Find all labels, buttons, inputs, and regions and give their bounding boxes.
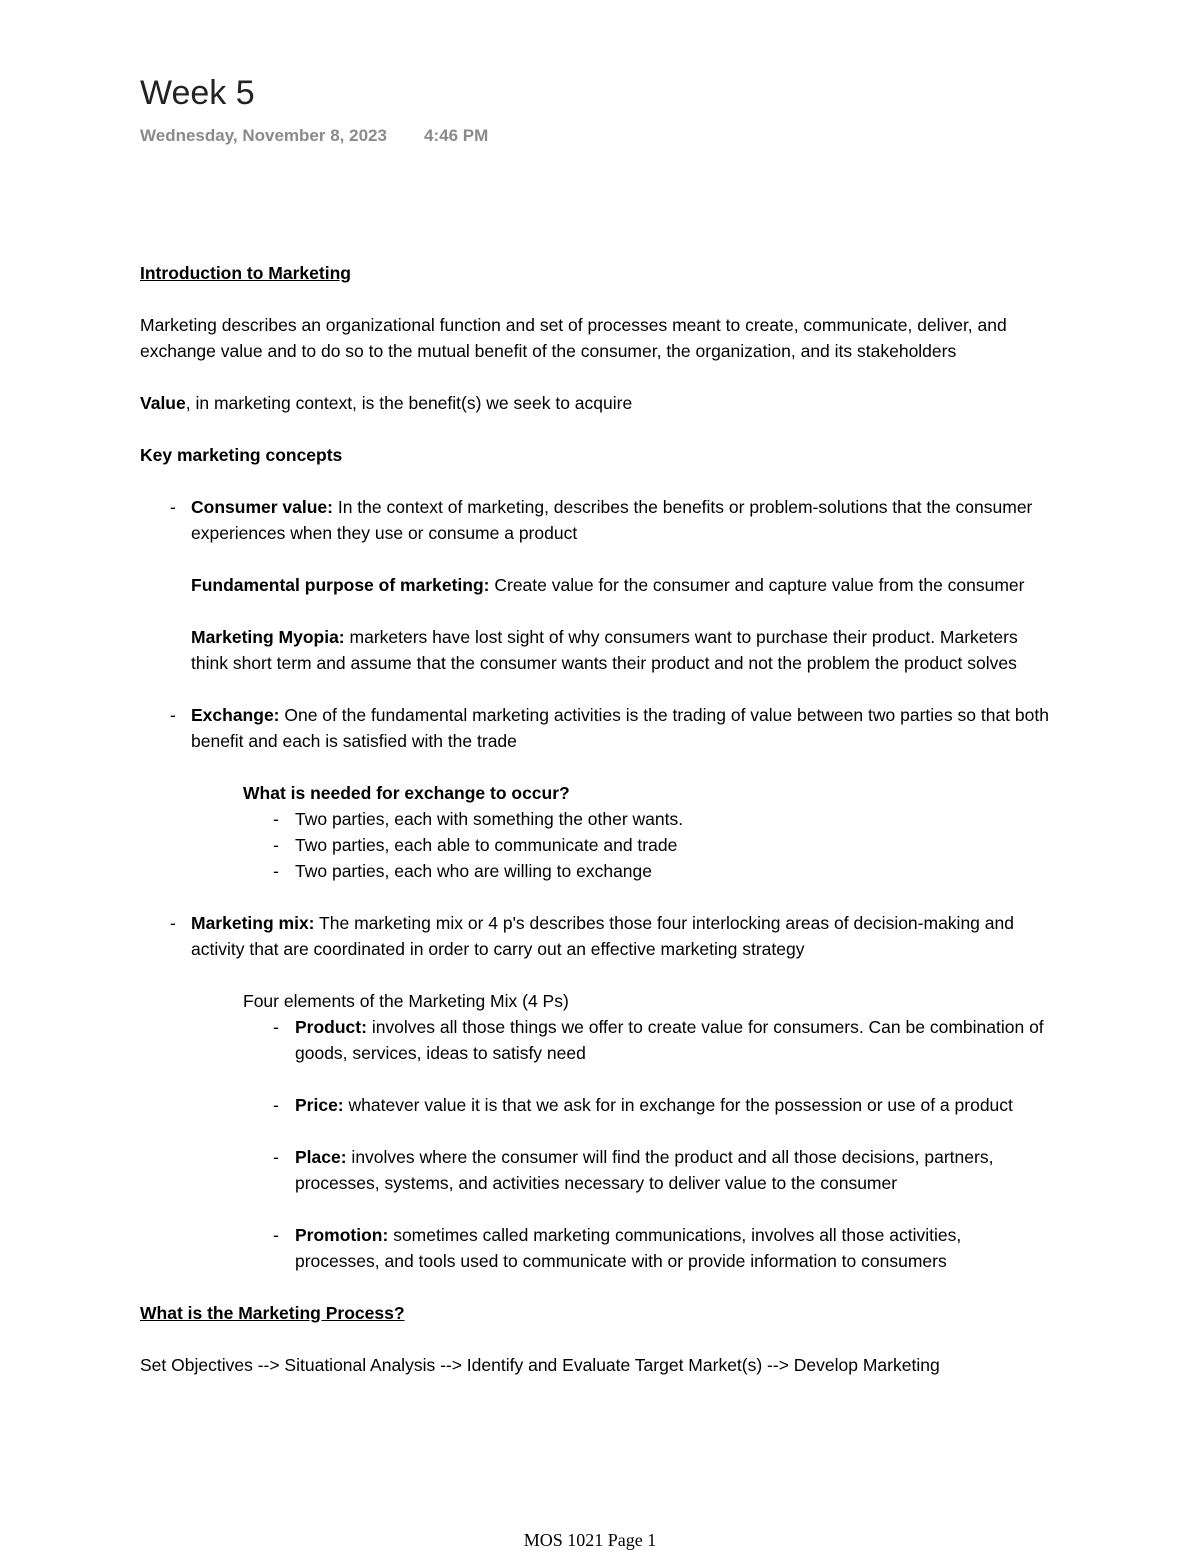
purpose-text: Create value for the consumer and capture value from the consumer [489, 575, 1025, 595]
consumer-value-text: In the context of marketing, describes the benefits or problem-solutions that the consumer experiences when they use or consume a product [191, 497, 1033, 543]
value-text: , in marketing context, is the benefit(s) we seek to acquire [185, 393, 633, 413]
consumer-value-term: Consumer value: [191, 497, 333, 517]
price-text: whatever value it is that we ask for in exchange for the possession or use of a product [343, 1095, 1013, 1115]
note-body [140, 260, 1050, 1378]
mix-place [140, 1144, 1050, 1196]
mix-promotion [140, 1222, 1050, 1274]
note-timestamp [140, 126, 489, 146]
mix-term: Marketing mix: [191, 913, 315, 933]
note-date: Wednesday, November 8, 2023 [140, 126, 387, 145]
mix-price [140, 1092, 1050, 1118]
concept-marketing-myopia [140, 624, 1050, 676]
bullet-dash: - [273, 861, 279, 881]
product-term: Product: [295, 1017, 367, 1037]
promotion-text: sometimes called marketing communications, involves all those activities, processes, and tools used to communicate with or provide information to consumers [295, 1225, 962, 1271]
concept-consumer-value [140, 494, 1050, 546]
marketing-definition: Marketing describes an organizational function and set of processes meant to create, communicate, deliver, and exchange value and to do so to the mutual benefit of the consumer, the organization, and its stakeholders [140, 315, 1007, 361]
bullet-dash: - [170, 705, 176, 725]
value-term: Value [140, 393, 186, 413]
concept-fundamental-purpose [140, 572, 1050, 598]
process-heading: What is the Marketing Process? [140, 1303, 405, 1323]
mix-product [140, 1014, 1050, 1066]
list-item [140, 858, 1050, 884]
place-text: involves where the consumer will find the product and all those decisions, partners, processes, systems, and activities necessary to deliver value to the consumer [295, 1147, 994, 1193]
exchange-need-3: Two parties, each who are willing to exchange [295, 861, 653, 881]
page-footer [0, 1530, 1200, 1551]
bullet-dash: - [273, 1225, 279, 1245]
purpose-term: Fundamental purpose of marketing: [191, 575, 490, 595]
exchange-need-1: Two parties, each with something the other wants. [295, 809, 684, 829]
myopia-text: marketers have lost sight of why consumers want to purchase their product. Marketers think short term and assume that the consumer wants their product and not the problem the product solves [191, 627, 1018, 673]
exchange-term: Exchange: [191, 705, 280, 725]
page-title: Week 5 [140, 74, 255, 112]
note-time: 4:46 PM [424, 126, 489, 145]
key-concepts-heading: Key marketing concepts [140, 445, 343, 465]
concept-exchange [140, 702, 1050, 754]
list-item [140, 832, 1050, 858]
mix-elements-intro: Four elements of the Marketing Mix (4 Ps) [243, 991, 569, 1011]
process-text: Set Objectives --> Situational Analysis --> Identify and Evaluate Target Market(s) --> Develop Marketing [140, 1355, 940, 1375]
bullet-dash: - [170, 497, 176, 517]
bullet-dash: - [273, 1147, 279, 1167]
page-number-label: MOS 1021 Page 1 [523, 1530, 657, 1550]
place-term: Place: [295, 1147, 347, 1167]
bullet-dash: - [273, 835, 279, 855]
promotion-term: Promotion: [295, 1225, 389, 1245]
bullet-dash: - [170, 913, 176, 933]
intro-heading: Introduction to Marketing [140, 263, 351, 283]
concept-marketing-mix [140, 910, 1050, 962]
exchange-text: One of the fundamental marketing activities is the trading of value between two parties so that both benefit and each is satisfied with the trade [191, 705, 1049, 751]
bullet-dash: - [273, 1017, 279, 1037]
product-text: involves all those things we offer to create value for consumers. Can be combination of goods, services, ideas to satisfy need [295, 1017, 1044, 1063]
bullet-dash: - [273, 1095, 279, 1115]
exchange-question: What is needed for exchange to occur? [243, 783, 570, 803]
list-item [140, 806, 1050, 832]
price-term: Price: [295, 1095, 344, 1115]
myopia-term: Marketing Myopia: [191, 627, 345, 647]
exchange-need-2: Two parties, each able to communicate and trade [295, 835, 678, 855]
bullet-dash: - [273, 809, 279, 829]
value-definition [140, 390, 1050, 416]
mix-text: The marketing mix or 4 p's describes those four interlocking areas of decision-making and activity that are coordinated in order to carry out an effective marketing strategy [191, 913, 1014, 959]
